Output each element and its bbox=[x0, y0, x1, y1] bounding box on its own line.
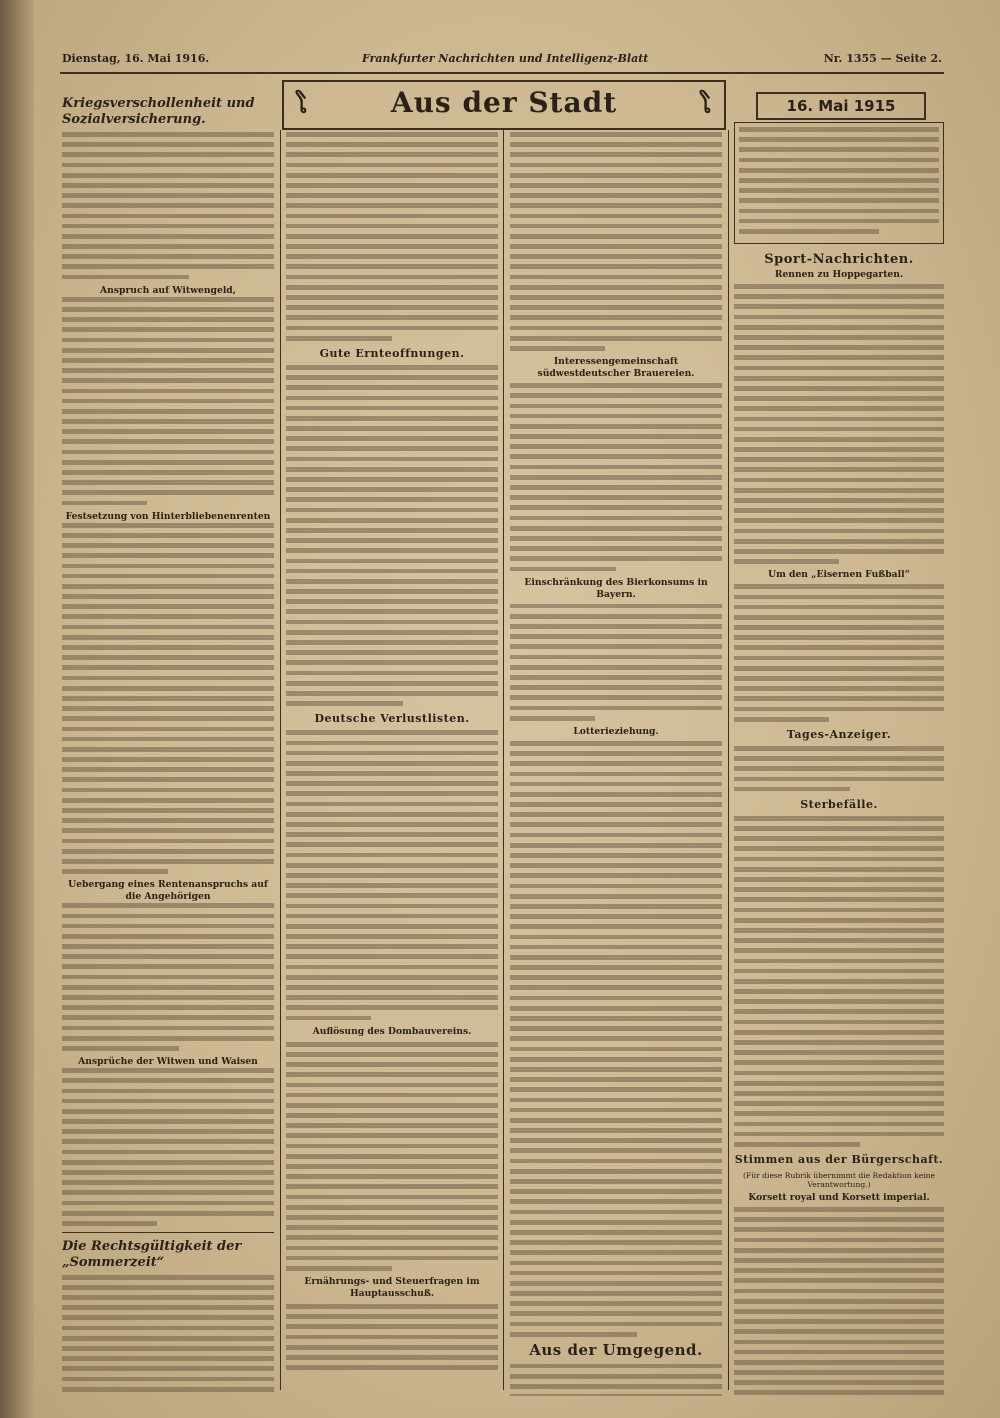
article-body bbox=[734, 1207, 944, 1396]
subheading: Uebergang eines Rentenanspruchs auf die Angehörigen bbox=[68, 879, 268, 903]
article-body bbox=[734, 746, 944, 792]
subheading: Interessengemeinschaft südwestdeutscher Brauereien. bbox=[537, 356, 695, 380]
ornament-right-icon: ໂ bbox=[700, 90, 712, 120]
column-1 bbox=[62, 96, 274, 1396]
article-body bbox=[286, 1042, 498, 1271]
article-divider bbox=[62, 1232, 274, 1233]
article-body bbox=[62, 1275, 274, 1396]
subheading: Einschränkung des Bierkonsums in Bayern. bbox=[524, 576, 708, 600]
subheading: Korsett royal und Korsett imperial. bbox=[748, 1192, 930, 1204]
article-body bbox=[734, 816, 944, 1147]
article-title: Stimmen aus der Bürgerschaft. bbox=[734, 1153, 944, 1167]
article-body bbox=[62, 523, 274, 874]
subheading: Auflösung des Dombauvereins. bbox=[312, 1025, 472, 1037]
column-4 bbox=[734, 122, 944, 1396]
subheading: Rennen zu Hoppegarten. bbox=[774, 269, 904, 281]
header-paper-name: Frankfurter Nachrichten und Intelligenz-Blatt bbox=[362, 52, 649, 65]
article-body bbox=[62, 132, 274, 279]
column-3 bbox=[510, 132, 722, 1396]
article-body bbox=[734, 284, 944, 564]
header-page-number: Nr. 1355 — Seite 2. bbox=[823, 52, 942, 65]
article-title: Sport-Nachrichten. bbox=[764, 252, 914, 268]
article-body bbox=[734, 584, 944, 721]
binding-edge bbox=[0, 0, 34, 1418]
article-body bbox=[286, 730, 498, 1020]
article-title: Sterbefälle. bbox=[800, 797, 878, 811]
article-body bbox=[510, 604, 722, 721]
article-body bbox=[62, 1068, 274, 1226]
article-body bbox=[286, 365, 498, 706]
article-body bbox=[62, 297, 274, 506]
section-masthead bbox=[282, 80, 726, 130]
article-body bbox=[286, 132, 498, 341]
article-title: Deutsche Verlustlisten. bbox=[314, 712, 470, 726]
notice-body bbox=[739, 127, 939, 234]
column-rule bbox=[728, 130, 729, 1390]
running-header bbox=[62, 50, 942, 72]
subheading: Anspruch auf Witwengeld, bbox=[100, 284, 236, 296]
header-date: Dienstag, 16. Mai 1916. bbox=[62, 52, 210, 65]
column-2 bbox=[286, 132, 498, 1396]
article-title: Tages-Anzeiger. bbox=[786, 727, 892, 741]
subheading: Ernährungs- und Steuerfragen im Hauptausschuß. bbox=[304, 1276, 480, 1300]
article-title: Aus der Umgegend. bbox=[529, 1340, 703, 1359]
article-title: Die Rechtsgültigkeit der „Sommerzeit“ bbox=[62, 1238, 242, 1270]
article-body bbox=[510, 132, 722, 351]
notice-box bbox=[734, 122, 944, 244]
section-title: Aus der Stadt bbox=[390, 86, 618, 119]
article-body bbox=[510, 741, 722, 1337]
article-title: Kriegsverschollenheit und Sozialversicherung. bbox=[62, 96, 255, 127]
header-rule bbox=[60, 72, 944, 74]
date-box: 16. Mai 1915 bbox=[756, 92, 926, 120]
disclaimer: (Für diese Rubrik übernimmt die Redaktion keine Verantwortung.) bbox=[742, 1171, 936, 1190]
article-body bbox=[510, 383, 722, 571]
column-rule bbox=[280, 130, 281, 1390]
article-body bbox=[286, 1304, 498, 1370]
subheading: Um den „Eisernen Fußball“ bbox=[768, 569, 910, 581]
article-body bbox=[62, 903, 274, 1050]
column-rule bbox=[503, 130, 504, 1390]
ornament-left-icon: ໂ bbox=[296, 90, 308, 120]
subheading: Lotterieziehung. bbox=[573, 725, 659, 737]
subheading: Ansprüche der Witwen und Waisen bbox=[78, 1056, 258, 1068]
article-body bbox=[510, 1364, 722, 1396]
article-title: Gute Ernteoffnungen. bbox=[319, 346, 465, 360]
subheading: Festsetzung von Hinterbliebenenrenten bbox=[65, 510, 271, 522]
